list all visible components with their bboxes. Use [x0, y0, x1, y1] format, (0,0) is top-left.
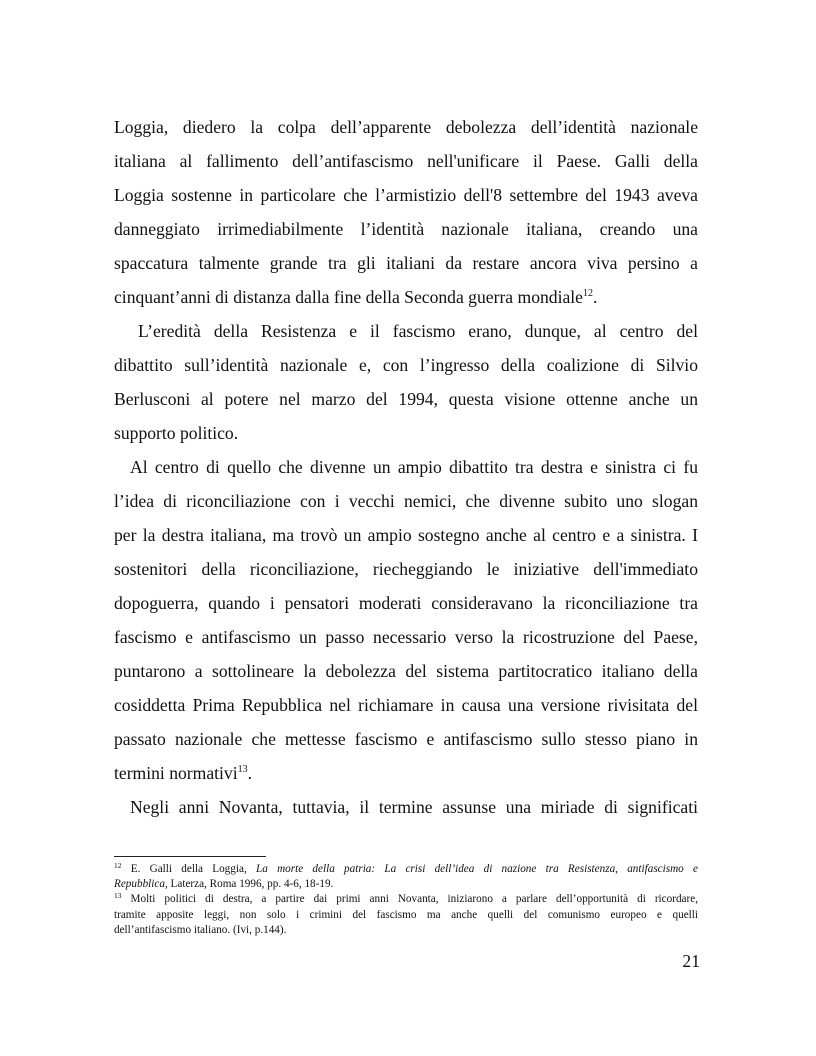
text-line: Negli anni Novanta, tuttavia, il termine assunse una miriade di significati: [130, 797, 698, 817]
text-line: Berlusconi al potere nel marzo del 1994, questa visione ottenne anche un: [114, 389, 698, 409]
text-line: Loggia, diedero la colpa dell’apparente debolezza dell’identità nazionale: [114, 117, 698, 137]
text-line: italiana al fallimento dell’antifascismo nell'unificare il Paese. Galli della: [114, 151, 698, 171]
footnote-reference[interactable]: 13: [237, 764, 248, 775]
text-line: passato nazionale che mettesse fascismo e antifascismo sullo stesso piano in: [114, 729, 698, 749]
footnote-author: E. Galli della Loggia,: [121, 863, 256, 875]
footnote-13-cont: dell’antifascismo italiano. (Ivi, p.144).: [114, 923, 287, 936]
page-number: 21: [682, 951, 700, 971]
footnote-13-cont: tramite apposite leggi, non solo i crimini del fascismo ma anche quelli del comunismo europeo e quelli: [114, 908, 698, 921]
text-line: fascismo e antifascismo un passo necessario verso la ricostruzione del Paese,: [114, 627, 698, 647]
footnote-12: [114, 862, 698, 877]
text-line: supporto politico.: [114, 423, 239, 443]
text-line: dibattito sull’identità nazionale e, con l’ingresso della coalizione di Silvio: [114, 355, 698, 375]
footnotes: [114, 862, 698, 938]
body-text: [114, 110, 698, 824]
text-line-content: cinquant’anni di distanza dalla fine della Seconda guerra mondiale: [114, 287, 583, 307]
footnote-reference[interactable]: 12: [582, 288, 593, 299]
footnote-title: Repubblica: [114, 878, 165, 891]
footnote-text: Molti politici di destra, a partire dai primi anni Novanta, iniziarono a parlare dell’opportunità di ricordare,: [121, 893, 698, 906]
footnote-separator: [114, 856, 266, 857]
text-line: [114, 280, 698, 314]
text-line: l’idea di riconciliazione con i vecchi nemici, che divenne subito uno slogan: [114, 491, 698, 511]
footnote-13: [114, 892, 698, 907]
text-line: dopoguerra, quando i pensatori moderati consideravano la riconciliazione tra: [114, 593, 698, 613]
text-line: Loggia sostenne in particolare che l’armistizio dell'8 settembre del 1943 aveva: [114, 185, 698, 205]
text-line: [114, 756, 698, 790]
text-line: Al centro di quello che divenne un ampio dibattito tra destra e sinistra ci fu: [130, 457, 698, 477]
text-line: spaccatura talmente grande tra gli italiani da restare ancora viva persino a: [114, 253, 698, 273]
footnote-publisher: , Laterza, Roma 1996, pp. 4-6, 18-19.: [164, 878, 334, 891]
text-line: per la destra italiana, ma trovò un ampio sostegno anche al centro e a sinistra. I: [114, 525, 698, 545]
text-line: cosiddetta Prima Repubblica nel richiamare in causa una versione rivisitata del: [114, 695, 698, 715]
footnote-number: 12: [114, 861, 122, 870]
text-line: L’eredità della Resistenza e il fascismo erano, dunque, al centro del: [138, 321, 698, 341]
sentence-period: .: [592, 287, 598, 307]
footnote-number: 13: [114, 891, 122, 901]
footnote-12-cont: [114, 877, 698, 892]
text-line: sostenitori della riconciliazione, riecheggiando le iniziative dell'immediato: [114, 559, 698, 579]
text-line: puntarono a sottolineare la debolezza del sistema partitocratico italiano della: [114, 661, 698, 681]
text-line: danneggiato irrimediabilmente l’identità nazionale italiana, creando una: [114, 219, 698, 239]
text-line-content: termini normativi: [114, 763, 238, 783]
footnote-title: La morte della patria: La crisi dell’idea di nazione tra Resistenza, antifascismo e: [256, 863, 698, 875]
sentence-period: .: [247, 763, 253, 783]
